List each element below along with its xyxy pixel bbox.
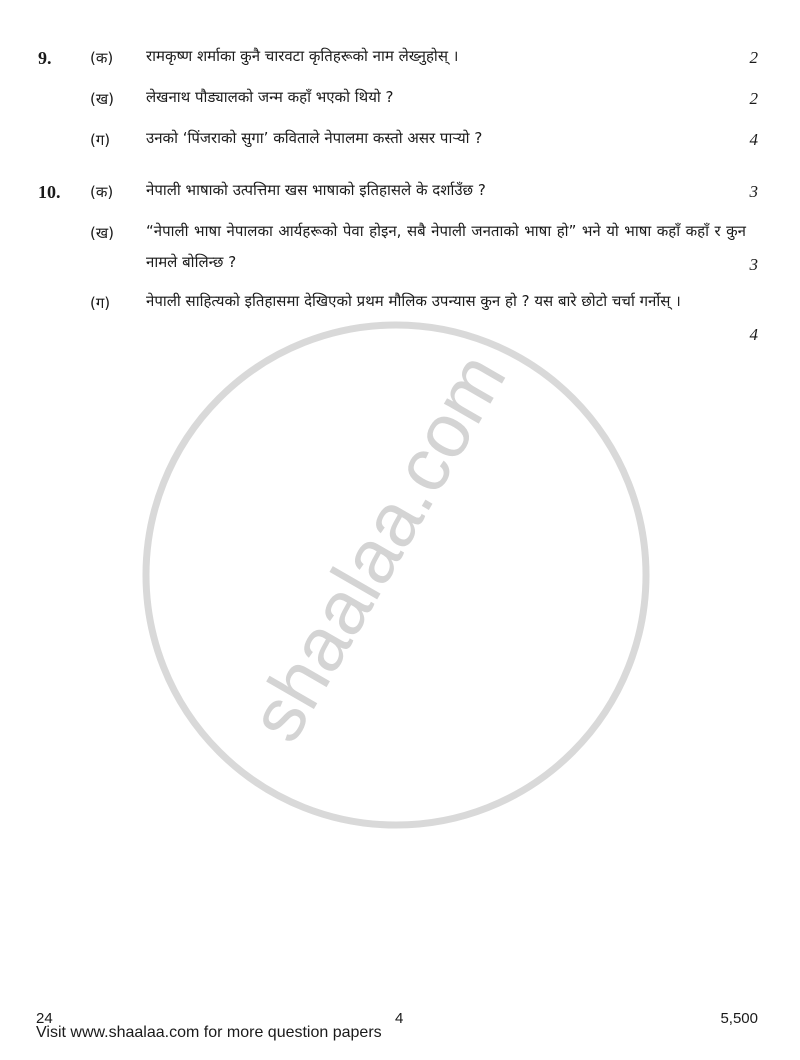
watermark-circle [146,325,646,825]
part-marks: 4 [749,130,758,149]
part-marks: 3 [749,255,758,274]
part-text: लेखनाथ पौड्यालको जन्म कहाँ भएको थियो ? [146,88,394,106]
copies-count: 5,500 [720,1010,758,1027]
part-text: उनको ‘पिंजराको सुगा’ कविताले नेपालमा कस्तो असर पाऱ्यो ? [146,129,483,147]
part-label: (क) [90,49,114,67]
part-marks: 4 [749,325,758,344]
part-text: रामकृष्ण शर्माका कुनै चारवटा कृतिहरूको नाम लेख्नुहोस् । [146,47,459,65]
part-marks: 2 [749,89,758,108]
part-label: (ख) [90,224,114,242]
part-label: (ग) [90,131,111,149]
question-number: 10. [38,182,61,202]
promo-note: Visit www.shaalaa.com for more question papers [36,1024,382,1041]
page-code: 24 [36,1010,53,1027]
part-label: (क) [90,183,114,201]
watermark-text: shaalaa.com [233,339,523,756]
question-number: 9. [38,48,52,68]
part-text: “नेपाली भाषा नेपालका आर्यहरूको पेवा होइन, सबै नेपाली जनताको भाषा हो” भने यो भाषा कहाँ कहाँ र कुन नामले बोलिन्छ ? [146,222,746,271]
page-number: 4 [395,1010,404,1027]
part-text: नेपाली साहित्यको इतिहासमा देखिएको प्रथम मौलिक उपन्यास कुन हो ? यस बारे छोटो चर्चा गर्नोस् । [146,292,681,310]
part-label: (ग) [90,294,111,312]
part-marks: 2 [749,48,758,67]
part-marks: 3 [749,182,758,201]
part-text: नेपाली भाषाको उत्पत्तिमा खस भाषाको इतिहासले के दर्शाउँछ ? [146,181,486,199]
part-label: (ख) [90,90,114,108]
